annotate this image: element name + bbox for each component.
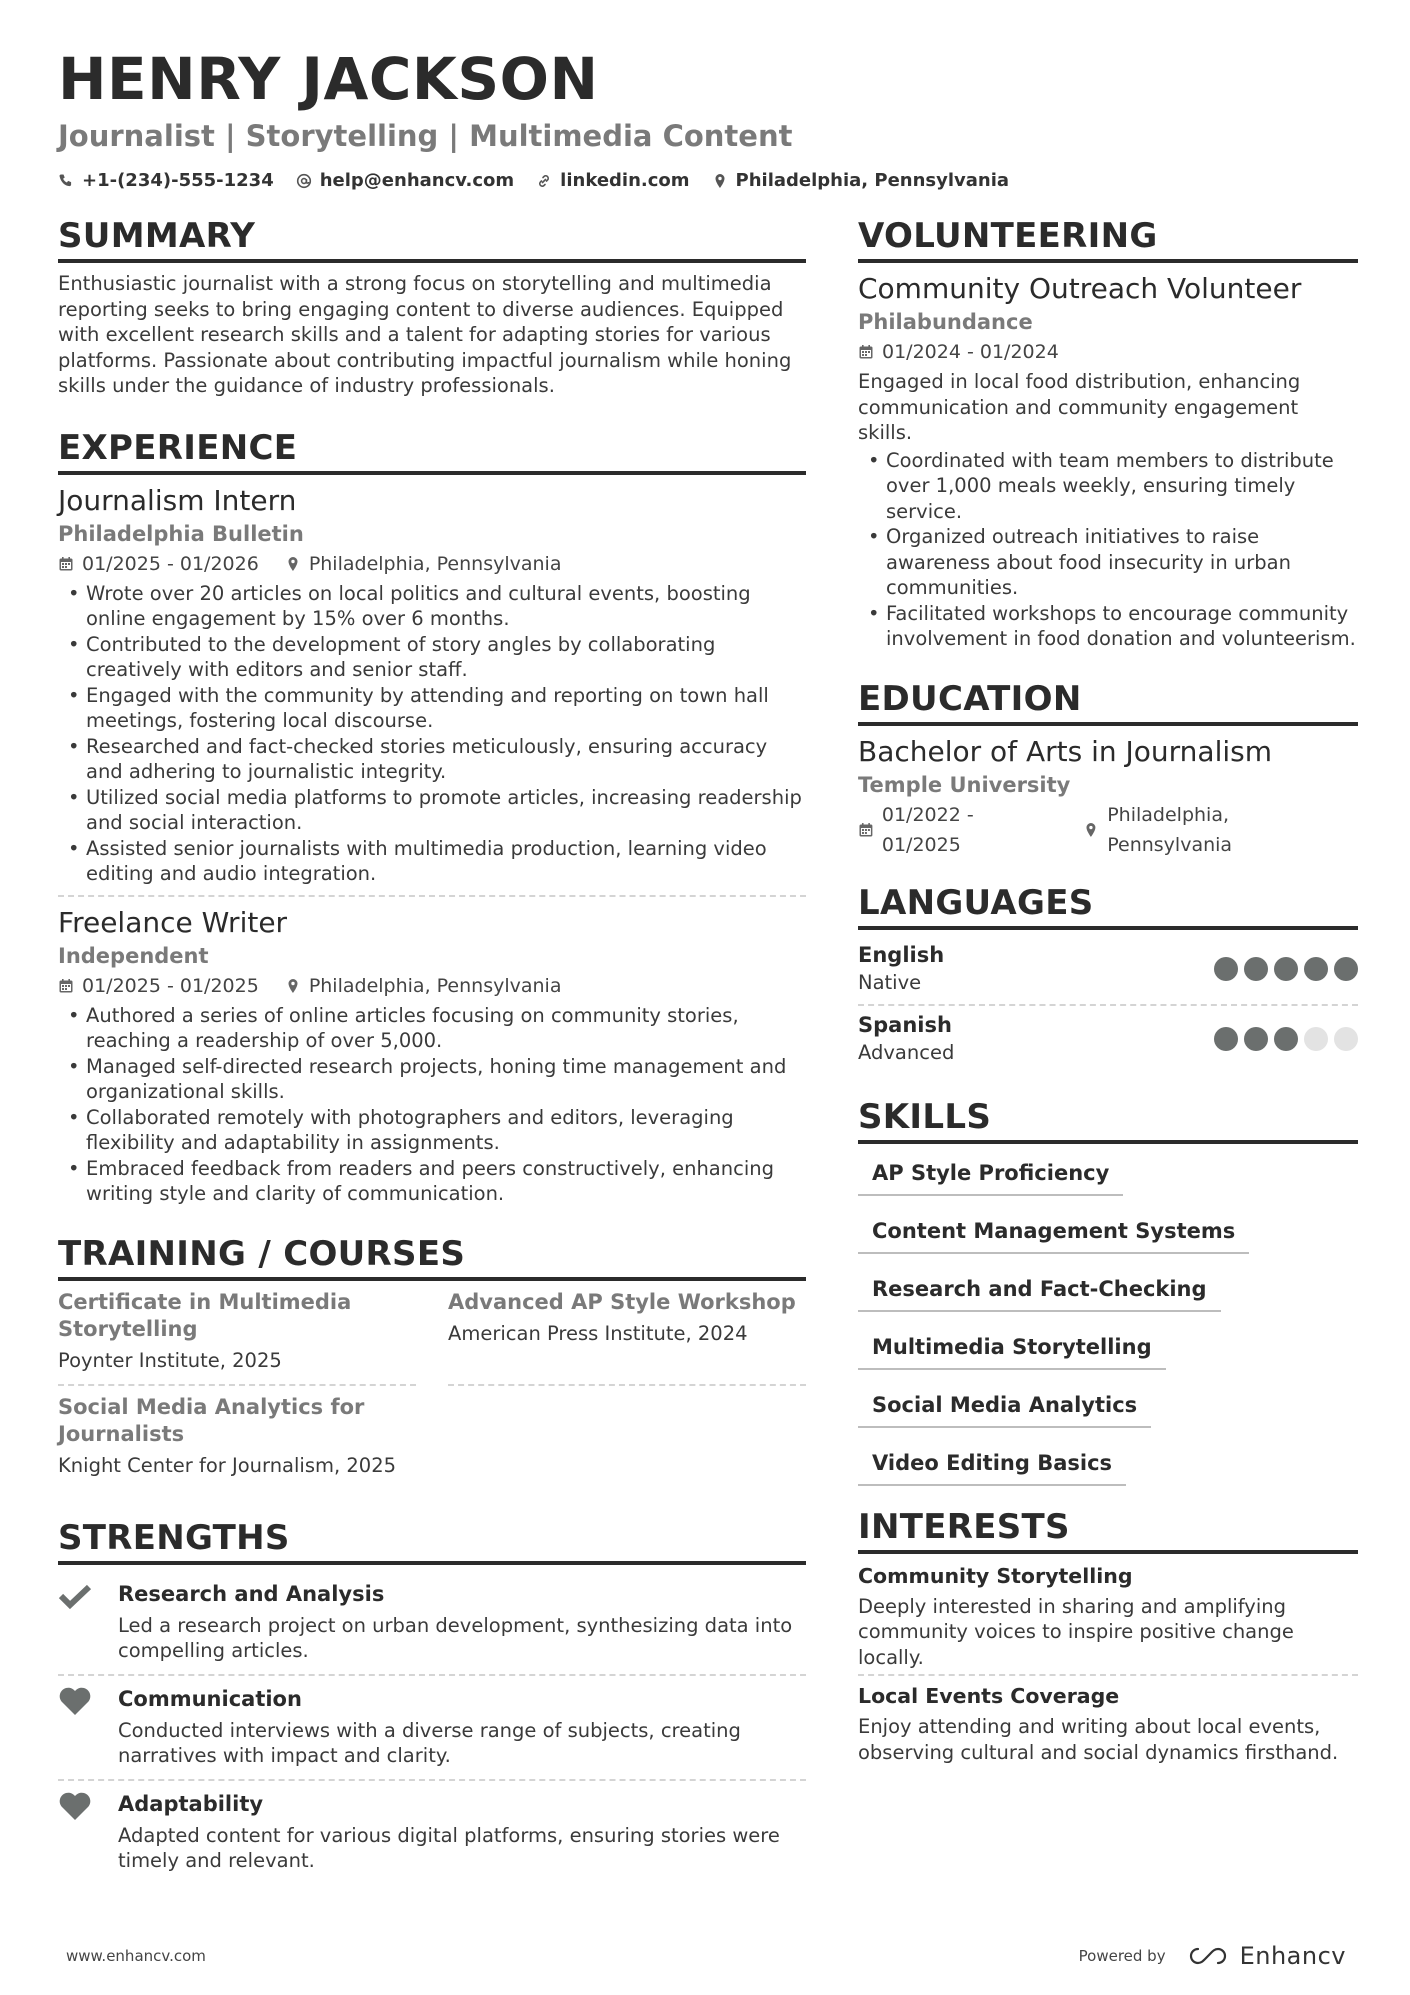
interests-section xyxy=(858,1506,1358,1766)
rating-dot-filled xyxy=(1334,957,1358,981)
strength-title: Research and Analysis xyxy=(118,1581,385,1606)
rating-dot-empty xyxy=(1304,1027,1328,1051)
education-dates-text: 01/2022 - 01/2025 xyxy=(881,803,974,856)
list-item: • Researched and fact-checked stories meticulously, ensuring accuracy and adhering to journalistic integrity. xyxy=(58,734,806,785)
interest-title: Community Storytelling xyxy=(858,1563,1133,1588)
location-text: Philadelphia, Pennsylvania xyxy=(735,170,1010,191)
language-name: English xyxy=(858,942,945,967)
section-title: EDUCATION xyxy=(858,678,1358,726)
heart-icon xyxy=(58,1789,92,1874)
job-location-text: Philadelphia, Pennsylvania xyxy=(308,552,562,575)
course-item xyxy=(448,1289,806,1386)
volunteer-role: Community Outreach Volunteer xyxy=(858,272,1302,305)
job-location xyxy=(285,549,562,579)
list-item: • Wrote over 20 articles on local politics and cultural events, boosting online engagement by 15% over 6 months. xyxy=(58,581,806,632)
interest-desc: Enjoy attending and writing about local events, observing cultural and social dynamics firsthand. xyxy=(858,1715,1339,1764)
linkedin-text: linkedin.com xyxy=(560,170,690,191)
volunteer-desc: Engaged in local food distribution, enhancing communication and community engagement skills. xyxy=(858,370,1301,444)
volunteering-section xyxy=(858,215,1358,652)
strength-title: Adaptability xyxy=(118,1791,264,1816)
powered-by xyxy=(1079,1942,1346,1970)
skill-tag: Video Editing Basics xyxy=(858,1442,1126,1486)
job-bullets xyxy=(58,581,806,887)
rating-dot-empty xyxy=(1334,1027,1358,1051)
rating-dot-filled xyxy=(1244,957,1268,981)
skills-section xyxy=(858,1096,1358,1500)
course-title: Advanced AP Style Workshop xyxy=(448,1289,796,1314)
job-dates xyxy=(58,971,259,1001)
link-icon xyxy=(536,173,552,189)
resume-header xyxy=(58,44,1358,191)
job-bullets xyxy=(58,1003,806,1207)
skill-tag: Multimedia Storytelling xyxy=(858,1326,1166,1370)
interest-item xyxy=(858,1562,1358,1671)
contact-email[interactable] xyxy=(296,170,514,191)
footer-website[interactable]: www.enhancv.com xyxy=(66,1947,206,1965)
candidate-name: HENRY JACKSON xyxy=(58,45,599,113)
calendar-icon xyxy=(858,344,874,360)
location-pin-icon xyxy=(712,173,728,189)
company-name: Philadelphia Bulletin xyxy=(58,521,304,546)
list-item: • Coordinated with team members to distribute over 1,000 meals weekly, ensuring timely service. xyxy=(858,448,1358,525)
contact-bar xyxy=(58,170,1358,191)
rating-dot-filled xyxy=(1214,1027,1238,1051)
strength-item xyxy=(58,1678,806,1777)
list-item: • Collaborated remotely with photographers and editors, leveraging flexibility and adaptability in assignments. xyxy=(58,1105,806,1156)
volunteer-org: Philabundance xyxy=(858,310,1033,334)
school: Temple University xyxy=(858,772,1071,797)
volunteer-meta xyxy=(858,337,1358,367)
brand-logo[interactable] xyxy=(1186,1942,1346,1970)
summary-section xyxy=(58,215,806,399)
divider xyxy=(58,895,806,897)
list-item: • Authored a series of online articles focusing on community stories, reaching a readership of over 5,000. xyxy=(58,1003,806,1054)
skills-list xyxy=(858,1152,1358,1500)
job-title: Freelance Writer xyxy=(58,905,288,939)
summary-text: Enthusiastic journalist with a strong focus on storytelling and multimedia reporting seeks to bring engaging content to diverse audiences. Equipped with excellent research skills and a talent for adapting stories for various platforms. Passionate about contributing impactful journalism while honing skills under the guidance of industry professionals. xyxy=(58,272,792,397)
strengths-section xyxy=(58,1517,806,1882)
section-title: EXPERIENCE xyxy=(58,427,806,475)
education-location xyxy=(1083,800,1358,860)
section-title: VOLUNTEERING xyxy=(858,215,1358,263)
section-title: SKILLS xyxy=(858,1096,1358,1144)
job-dates-text: 01/2025 - 01/2025 xyxy=(82,974,259,997)
languages-section xyxy=(858,882,1358,1072)
location-pin-icon xyxy=(285,978,301,994)
strength-item xyxy=(58,1783,806,1882)
interest-item xyxy=(858,1682,1358,1765)
rating-dot-filled xyxy=(1214,957,1238,981)
email-text: help@enhancv.com xyxy=(319,170,515,191)
language-level: Native xyxy=(858,970,922,994)
job-meta xyxy=(58,971,806,1001)
strength-desc: Adapted content for various digital platforms, ensuring stories were timely and relevant. xyxy=(118,1823,780,1872)
volunteer-bullets xyxy=(858,448,1358,652)
volunteer-dates-text: 01/2024 - 01/2024 xyxy=(882,341,1059,363)
training-section xyxy=(58,1233,806,1497)
volunteer-dates xyxy=(858,337,1059,367)
check-icon xyxy=(58,1579,92,1664)
strength-item xyxy=(58,1573,806,1672)
course-org: Knight Center for Journalism, 2025 xyxy=(58,1453,397,1477)
experience-section xyxy=(58,427,806,1207)
contact-location xyxy=(712,170,1010,191)
job-dates xyxy=(58,549,259,579)
rating-dot-filled xyxy=(1244,1027,1268,1051)
calendar-icon xyxy=(58,978,74,994)
experience-item xyxy=(58,483,806,887)
divider xyxy=(58,1779,806,1781)
rating-dot-filled xyxy=(1304,957,1328,981)
degree: Bachelor of Arts in Journalism xyxy=(858,734,1272,768)
education-meta xyxy=(858,800,1358,860)
course-title: Certificate in Multimedia Storytelling xyxy=(58,1289,352,1341)
company-name: Independent xyxy=(58,943,209,968)
calendar-icon xyxy=(58,556,74,572)
language-rating xyxy=(1214,957,1358,981)
skill-tag: AP Style Proficiency xyxy=(858,1152,1123,1196)
courses-grid xyxy=(58,1289,806,1497)
divider xyxy=(858,1674,1358,1676)
language-item xyxy=(858,1008,1358,1072)
section-title: INTERESTS xyxy=(858,1506,1358,1554)
experience-item xyxy=(58,905,806,1207)
language-level: Advanced xyxy=(858,1040,955,1064)
page-footer xyxy=(66,1942,1346,1970)
job-location-text: Philadelphia, Pennsylvania xyxy=(308,974,562,997)
interest-title: Local Events Coverage xyxy=(858,1684,1120,1708)
rating-dot-filled xyxy=(1274,1027,1298,1051)
language-item xyxy=(858,938,1358,1002)
list-item: • Assisted senior journalists with multimedia production, learning video editing and audio integration. xyxy=(58,836,806,887)
course-item xyxy=(58,1289,416,1386)
strength-desc: Led a research project on urban development, synthesizing data into compelling articles. xyxy=(118,1613,793,1662)
list-item: • Facilitated workshops to encourage community involvement in food donation and volunteerism. xyxy=(858,601,1358,652)
divider xyxy=(58,1674,806,1676)
list-item: • Embraced feedback from readers and peers constructively, enhancing writing style and clarity of communication. xyxy=(58,1156,806,1207)
location-pin-icon xyxy=(285,556,301,572)
course-org: Poynter Institute, 2025 xyxy=(58,1348,282,1372)
strength-title: Communication xyxy=(118,1686,302,1711)
course-item xyxy=(58,1394,416,1489)
list-item: • Utilized social media platforms to promote articles, increasing readership and social interaction. xyxy=(58,785,806,836)
brand-name: Enhancv xyxy=(1239,1942,1346,1970)
list-item: • Engaged with the community by attending and reporting on town hall meetings, fostering local discourse. xyxy=(58,683,806,734)
list-item: • Contributed to the development of story angles by collaborating creatively with editors and senior staff. xyxy=(58,632,806,683)
phone-icon xyxy=(58,173,74,189)
enhancv-logo-icon xyxy=(1186,1945,1230,1967)
course-org: American Press Institute, 2024 xyxy=(448,1321,748,1345)
divider xyxy=(858,1004,1358,1006)
strength-desc: Conducted interviews with a diverse range of subjects, creating narratives with impact and clarity. xyxy=(118,1718,741,1767)
education-location-text: Philadelphia, Pennsylvania xyxy=(1107,803,1233,856)
skill-tag: Content Management Systems xyxy=(858,1210,1249,1254)
language-rating xyxy=(1214,1027,1358,1051)
job-location xyxy=(285,971,562,1001)
list-item: • Managed self-directed research projects, honing time management and organizational skills. xyxy=(58,1054,806,1105)
interest-desc: Deeply interested in sharing and amplifying community voices to inspire positive change locally. xyxy=(858,1594,1294,1669)
job-dates-text: 01/2025 - 01/2026 xyxy=(82,552,259,575)
left-column xyxy=(58,215,806,1882)
heart-icon xyxy=(58,1684,92,1769)
location-pin-icon xyxy=(1083,822,1099,838)
skill-tag: Research and Fact-Checking xyxy=(858,1268,1221,1312)
section-title: SUMMARY xyxy=(58,215,806,263)
job-title: Journalism Intern xyxy=(58,483,297,517)
language-name: Spanish xyxy=(858,1012,952,1037)
course-title: Social Media Analytics for Journalists xyxy=(58,1394,365,1446)
phone-text: +1-(234)-555-1234 xyxy=(82,170,274,191)
contact-linkedin[interactable] xyxy=(536,170,689,191)
at-icon xyxy=(296,173,312,189)
candidate-tagline: Journalist | Storytelling | Multimedia Content xyxy=(58,119,793,153)
section-title: TRAINING / COURSES xyxy=(58,1233,806,1281)
skill-tag: Social Media Analytics xyxy=(858,1384,1151,1428)
contact-phone[interactable] xyxy=(58,170,274,191)
education-section xyxy=(858,678,1358,860)
calendar-icon xyxy=(858,822,874,838)
list-item: • Organized outreach initiatives to raise awareness about food insecurity in urban communities. xyxy=(858,524,1358,601)
powered-by-label: Powered by xyxy=(1078,1947,1166,1965)
section-title: LANGUAGES xyxy=(858,882,1358,930)
right-column xyxy=(858,215,1358,1765)
job-meta xyxy=(58,549,806,579)
rating-dot-filled xyxy=(1274,957,1298,981)
education-dates xyxy=(858,800,1057,860)
section-title: STRENGTHS xyxy=(58,1517,806,1565)
